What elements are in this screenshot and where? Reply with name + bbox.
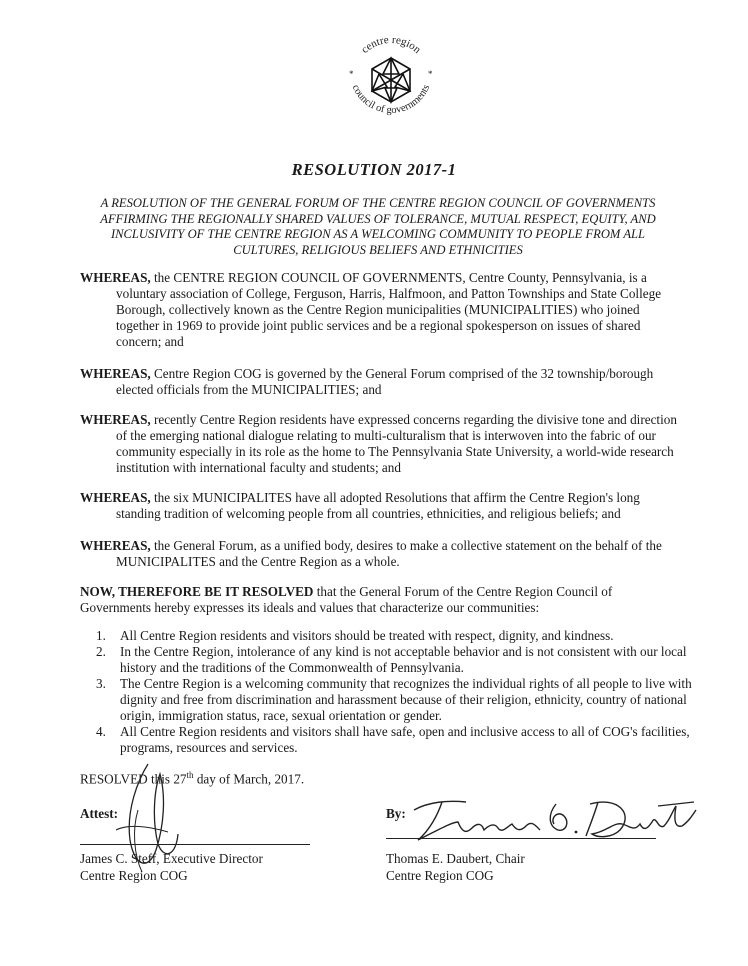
resolved-suffix: day of March, 2017. (193, 771, 305, 787)
attest-org: Centre Region COG (80, 868, 188, 883)
whereas-clause-3 (80, 412, 680, 476)
whereas-clause-4 (80, 490, 680, 522)
by-org: Centre Region COG (386, 868, 494, 883)
resolved-clause (80, 584, 680, 616)
resolution-title: RESOLUTION 2017-1 (291, 160, 457, 179)
by-name-title: Thomas E. Daubert, Chair (386, 851, 525, 866)
attest-name-title: James C. Steff, Executive Director (80, 851, 263, 866)
svg-text:*: * (349, 69, 354, 79)
list-text: The Centre Region is a welcoming community that recognizes the individual rights of all people to live with dignity and free from discrimination and harassment because of their religion, ethnicity, country of national origin, immigration status, race, sexual orientation or gender. (120, 676, 692, 723)
whereas-text: the General Forum, as a unified body, desires to make a collective statement on the behalf of the MUNICIPALITES and the Centre Region as a whole. (116, 538, 662, 569)
subtitle-line: A RESOLUTION OF THE GENERAL FORUM OF THE CENTRE REGION COUNCIL OF GOVERNMENTS (100, 196, 656, 210)
svg-text:*: * (428, 69, 433, 79)
whereas-text: Centre Region COG is governed by the General Forum comprised of the 32 township/borough elected officials from the MUNICIPALITIES; and (116, 366, 654, 397)
svg-text:centre region (359, 34, 423, 56)
by-label: By: (386, 806, 406, 821)
resolved-text: that the General Forum of the Centre Region Council of Governments hereby expresses its ideals and values that characterize our communities: (80, 584, 613, 615)
resolution-subtitle (78, 196, 678, 258)
attest-label: Attest: (80, 806, 119, 821)
whereas-clause-1 (80, 270, 680, 350)
cog-logo-icon (336, 22, 446, 138)
resolved-day: 27 (173, 771, 187, 787)
whereas-text: recently Centre Region residents have expressed concerns regarding the divisive tone and direction of the emerging national dialogue relating to multi-culturalism that is interwoven into the fabric of our community especially in its role as the home to The Pennsylvania State University, a world-wide research institution with international faculty and students; and (116, 412, 677, 475)
list-item (96, 628, 696, 644)
list-number: 3. (96, 676, 106, 691)
by-signature-line (386, 838, 656, 839)
by-signature-mark (408, 792, 698, 848)
list-item (96, 644, 696, 676)
resolved-date (80, 770, 304, 787)
attest-signatory (80, 850, 263, 884)
whereas-lead: WHEREAS, (80, 412, 151, 427)
resolved-day-suffix: th (186, 770, 194, 780)
list-text: In the Centre Region, intolerance of any kind is not acceptable behavior and is not consistent with our local history and the traditions of the Commonwealth of Pennsylvania. (120, 644, 687, 675)
attest-signature-line (80, 844, 310, 845)
whereas-text: the six MUNICIPALITES have all adopted Resolutions that affirm the Centre Region's long standing tradition of welcoming people from all countries, ethnicities, and religious beliefs; and (116, 490, 640, 521)
whereas-clause-2 (80, 366, 680, 398)
whereas-lead: WHEREAS, (80, 538, 151, 553)
logo-bottom-text: council of governments (349, 83, 433, 117)
by-signatory (386, 850, 525, 884)
list-text: All Centre Region residents and visitors should be treated with respect, dignity, and kindness. (120, 628, 614, 643)
subtitle-line: INCLUSIVITY OF THE CENTRE REGION AS A WELCOMING COMMUNITY TO PEOPLE FROM ALL (110, 227, 646, 241)
whereas-lead: WHEREAS, (80, 366, 151, 381)
whereas-clause-5 (80, 538, 680, 570)
list-item (96, 676, 696, 724)
list-number: 2. (96, 644, 106, 659)
whereas-text: the CENTRE REGION COUNCIL OF GOVERNMENTS, Centre County, Pennsylvania, is a voluntary association of College, Ferguson, Harris, Halfmoon, and Patton Townships and State College Borough, collectively known as the Centre Region municipalities (MUNICIPALITIES) who joined together in 1969 to provide joint public services and be a regional spokesperson on issues of shared concern; and (116, 270, 662, 349)
logo-top-text: centre region (358, 33, 423, 56)
list-item (96, 724, 696, 756)
subtitle-line: AFFIRMING THE REGIONALLY SHARED VALUES OF TOLERANCE, MUTUAL RESPECT, EQUITY, AND (100, 211, 656, 226)
resolutions-list (96, 628, 696, 756)
resolved-prefix: RESOLVED this (80, 771, 174, 787)
list-number: 1. (96, 628, 106, 643)
subtitle-line: CULTURES, RELIGIOUS BELIEFS AND ETHNICITIES (233, 242, 523, 257)
whereas-lead: WHEREAS, (80, 270, 151, 285)
list-number: 4. (96, 724, 106, 739)
whereas-lead: WHEREAS, (80, 490, 151, 505)
list-text: All Centre Region residents and visitors shall have safe, open and inclusive access to all of COG's facilities, programs, resources and services. (120, 724, 690, 755)
resolved-lead: NOW, THEREFORE BE IT RESOLVED (80, 584, 314, 599)
